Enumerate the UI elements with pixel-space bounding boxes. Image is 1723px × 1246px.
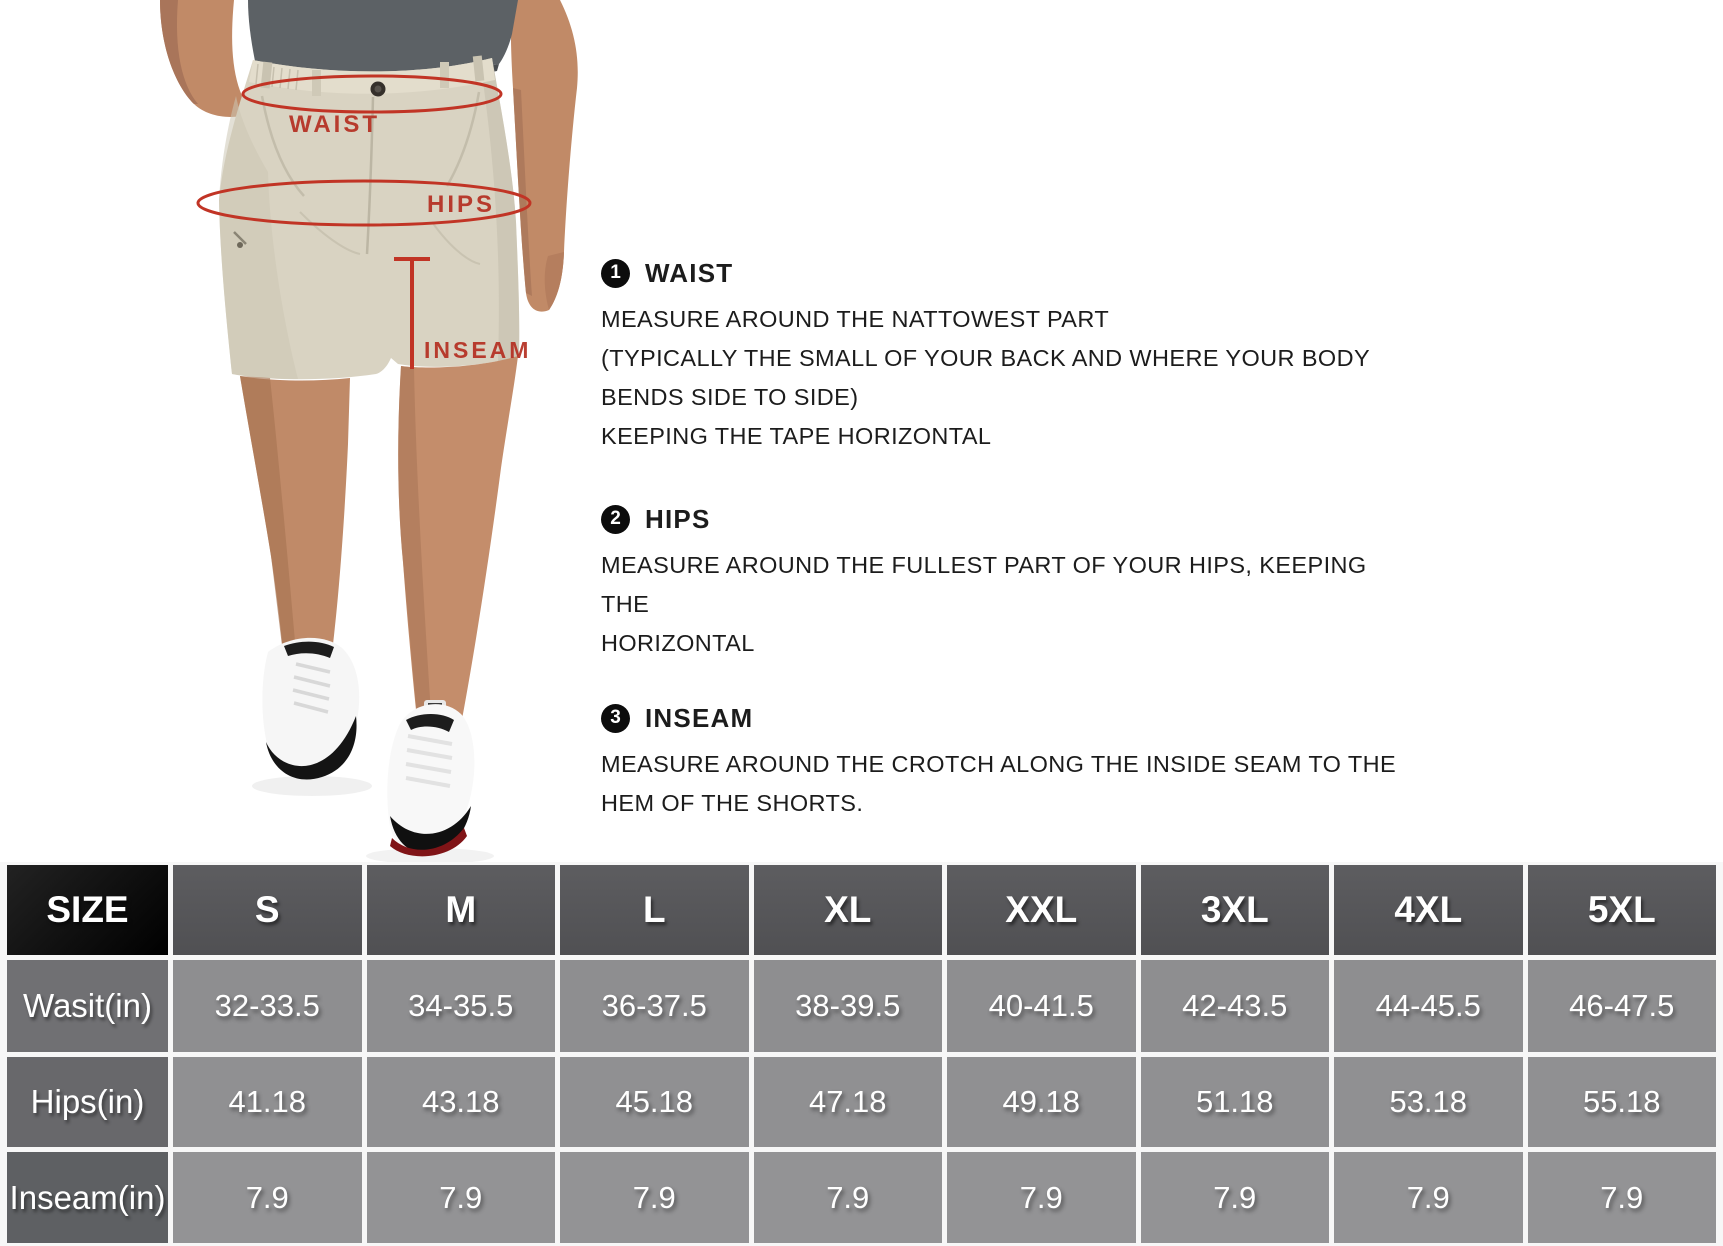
belt-loop [312,70,321,96]
table-cell: 7.9 [1528,1152,1717,1243]
header-cell-5xl: 5XL [1528,865,1717,955]
instruction-text: MEASURE AROUND THE CROTCH ALONG THE INSIDE SEAM TO THE [601,751,1397,777]
table-cell: 51.18 [1141,1057,1330,1147]
instruction-title: INSEAM [645,702,754,733]
instruction-text: MEASURE AROUND THE NATTOWEST PART [601,306,1110,332]
table-cell: 7.9 [560,1152,749,1243]
table-cell: 7.9 [367,1152,556,1243]
instruction-text: KEEPING THE TAPE HORIZONTAL [601,423,992,449]
size-table [0,862,1723,1246]
step-1-badge: 1 [601,259,630,288]
table-cell: 7.9 [1334,1152,1523,1243]
instruction-heading [601,701,1401,735]
table-cell: 43.18 [367,1057,556,1147]
table-cell: 42-43.5 [1141,960,1330,1052]
header-cell-l: L [560,865,749,955]
instruction-title: WAIST [645,257,734,288]
table-cell: 7.9 [754,1152,943,1243]
instruction-title: HIPS [645,503,711,534]
left-arm [160,0,252,117]
instruction-inseam [601,701,1401,823]
step-3-badge: 3 [601,704,630,733]
table-cell: 41.18 [173,1057,362,1147]
table-cell: 53.18 [1334,1057,1523,1147]
zip-pull [237,242,243,248]
header-cell-s: S [173,865,362,955]
table-cell: 36-37.5 [560,960,749,1052]
inseam-annotation-label: INSEAM [424,337,532,363]
measure-instructions [601,256,1401,823]
instruction-heading [601,256,1401,290]
header-cell-m: M [367,865,556,955]
table-cell: 49.18 [947,1057,1136,1147]
instruction-hips [601,502,1401,663]
instruction-text: BENDS SIDE TO SIDE) [601,384,859,410]
row-label-hips: Hips(in) [7,1057,168,1147]
table-cell: 34-35.5 [367,960,556,1052]
right-arm [511,0,578,312]
header-cell-xl: XL [754,865,943,955]
table-cell: 55.18 [1528,1057,1717,1147]
instruction-heading [601,502,1401,536]
size-column-header: SIZE [7,865,168,955]
table-cell: 46-47.5 [1528,960,1717,1052]
instruction-text: HEM OF THE SHORTS. [601,790,864,816]
back-sneaker [262,638,359,780]
instruction-text: HORIZONTAL [601,630,755,656]
header-cell-3xl: 3XL [1141,865,1330,955]
instruction-text: MEASURE AROUND THE FULLEST PART OF YOUR HIPS, KEEPING THE [601,552,1367,617]
waist-button-center [375,86,382,93]
model-illustration [0,0,620,862]
model-photo [0,0,620,862]
step-2-badge: 2 [601,505,630,534]
table-cell: 7.9 [947,1152,1136,1243]
instruction-waist [601,256,1401,456]
belt-loop [440,62,449,88]
instruction-text: (TYPICALLY THE SMALL OF YOUR BACK AND WHERE YOUR BODY [601,345,1371,371]
table-cell: 47.18 [754,1057,943,1147]
table-cell: 7.9 [173,1152,362,1243]
table-cell: 32-33.5 [173,960,362,1052]
header-cell-4xl: 4XL [1334,865,1523,955]
table-cell: 44-45.5 [1334,960,1523,1052]
waist-annotation-label: WAIST [289,111,380,138]
row-label-waist: Wasit(in) [7,960,168,1052]
front-sneaker [387,700,474,856]
hips-annotation-label: HIPS [427,191,496,218]
header-cell-xxl: XXL [947,865,1136,955]
row-label-inseam: Inseam(in) [7,1152,168,1243]
table-cell: 40-41.5 [947,960,1136,1052]
table-cell: 7.9 [1141,1152,1330,1243]
table-cell: 45.18 [560,1057,749,1147]
table-cell: 38-39.5 [754,960,943,1052]
